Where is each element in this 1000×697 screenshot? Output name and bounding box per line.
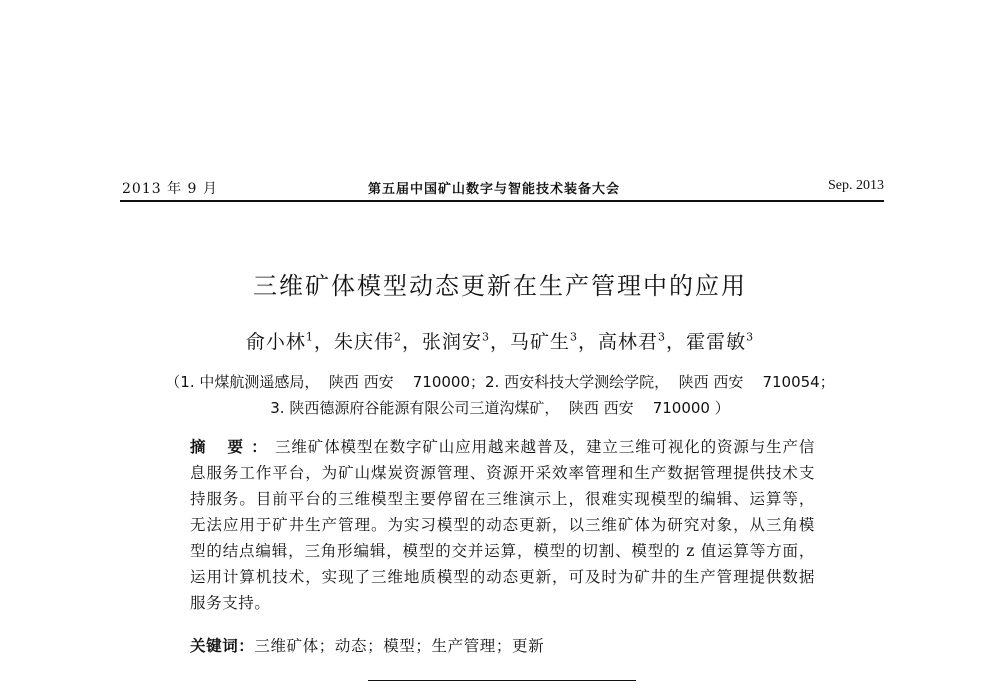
abstract-label: 摘 要： xyxy=(190,438,275,456)
affiliation-line-2: 3. 陕西德源府谷能源有限公司三道沟煤矿， 陕西 西安 710000 ） xyxy=(270,399,730,417)
footnote-rule xyxy=(368,680,636,681)
author-name: 张润安 xyxy=(421,331,482,353)
author-name: 俞小林 xyxy=(245,331,306,353)
author-name: 高林君 xyxy=(598,331,659,353)
header-conference: 第五届中国矿山数字与智能技术装备大会 xyxy=(368,182,621,197)
keywords-label: 关键词： xyxy=(190,637,255,655)
author-separator: ， xyxy=(578,331,599,353)
author-affil-mark: 3 xyxy=(658,330,667,344)
author-name: 马矿生 xyxy=(510,331,571,353)
author-affil-mark: 2 xyxy=(393,330,402,344)
author-separator: ， xyxy=(401,331,422,353)
affiliation-line-1: （1. 中煤航测遥感局， 陕西 西安 710000；2. 西安科技大学测绘学院， 陕西 西安 710054； xyxy=(165,373,835,391)
author-affil-mark: 3 xyxy=(481,330,490,344)
header-rule xyxy=(120,200,884,202)
author-affil-mark: 1 xyxy=(305,330,314,344)
keywords xyxy=(190,634,544,656)
author-affil-mark: 3 xyxy=(746,330,755,344)
abstract xyxy=(190,434,815,616)
header-date-en: Sep. 2013 xyxy=(828,178,884,193)
abstract-text: 三维矿体模型在数字矿山应用越来越普及，建立三维可视化的资源与生产信息服务工作平台，为矿山煤炭资源管理、资源开采效率管理和生产数据管理提供技术支持服务。目前平台的三维模型主要停留在三维演示上，很难实现模型的编辑、运算等，无法应用于矿井生产管理。为实习模型的动态更新，以三维矿体为研究对象，从三角模型的结点编辑，三角形编辑，模型的交并运算，模型的切割、模型的 z 值运算等方面，运用计算机技术，实现了三维地质模型的动态更新，可及时为矿井的生产管理提供数据服务支持。 xyxy=(190,438,815,612)
author-separator: ， xyxy=(666,331,687,353)
author-list xyxy=(0,327,1000,354)
header-date: 2013 年 9 月 xyxy=(122,181,218,197)
author-name: 朱庆伟 xyxy=(333,331,394,353)
author-name: 霍雷敏 xyxy=(686,331,747,353)
keywords-text: 三维矿体；动态；模型；生产管理；更新 xyxy=(254,637,545,655)
author-affil-mark: 3 xyxy=(570,330,579,344)
author-separator: ， xyxy=(489,331,510,353)
author-separator: ， xyxy=(313,331,334,353)
paper-title: 三维矿体模型动态更新在生产管理中的应用 xyxy=(253,272,747,300)
